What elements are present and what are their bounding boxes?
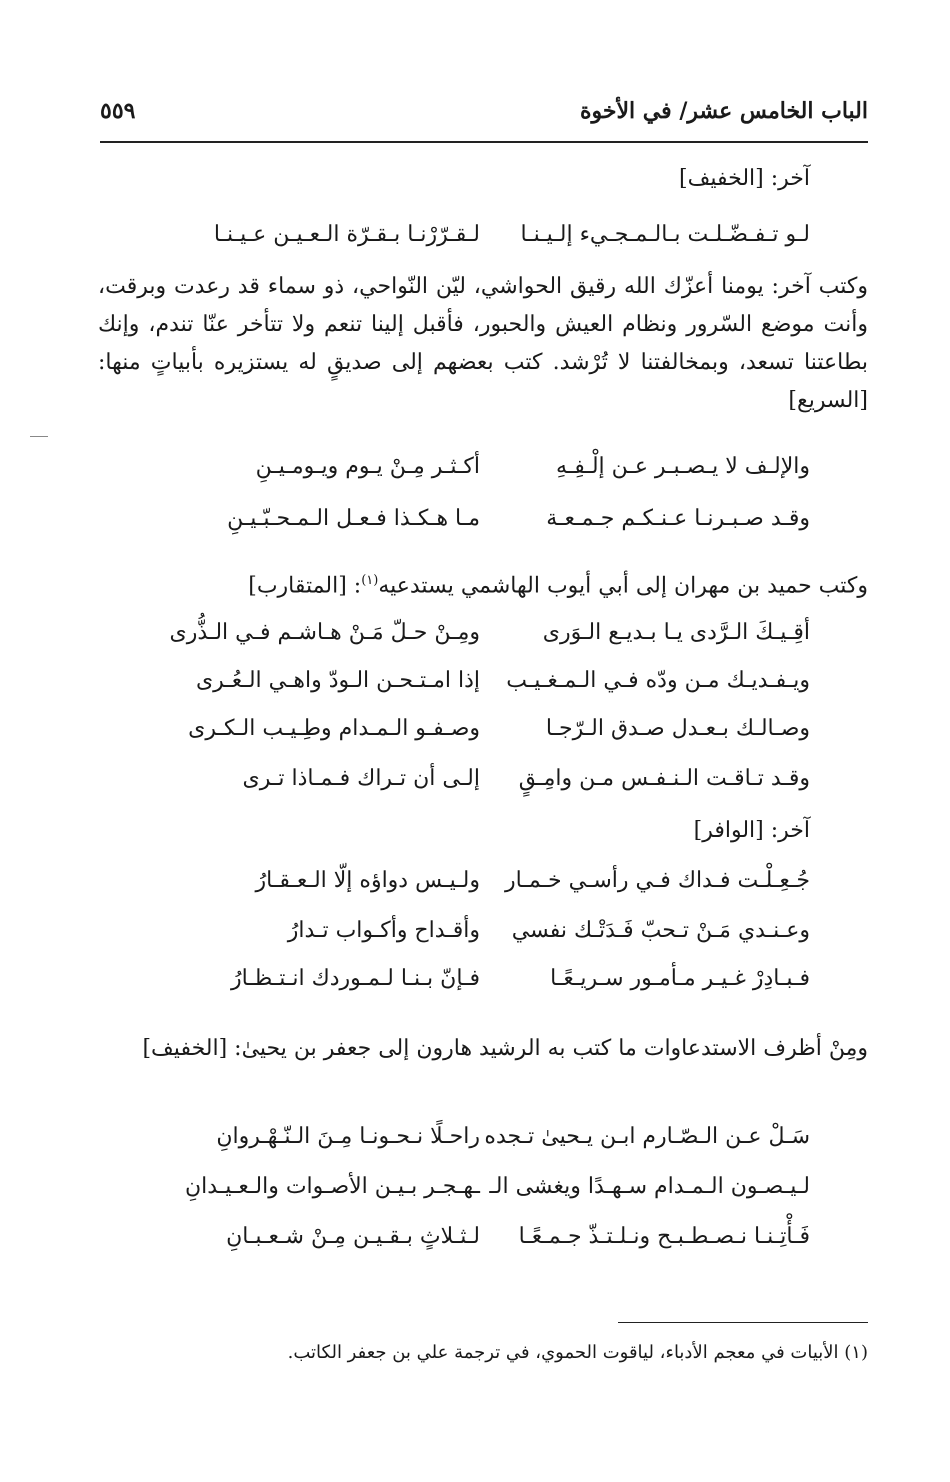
verse-second-hemistich: راحـلًا نـحـونـا مِـنَ الـنّـهْـروانِ	[216, 1124, 480, 1149]
verse-line	[150, 868, 810, 908]
verse-line	[150, 1124, 810, 1164]
verse-line	[150, 222, 810, 262]
prose-paragraph	[98, 562, 868, 605]
running-title: الباب الخامس عشر/ في الأخوة	[580, 98, 868, 124]
verse-first-hemistich: فَـأْتِـنـا نـصـطـبـح ونـلـتـذّ جـمـعًـا	[518, 1224, 810, 1249]
meter-label: : [المتقارب]	[248, 573, 362, 599]
meter-label: آخر: [الوافر]	[693, 818, 810, 843]
verse-second-hemistich: أكـثـر مِـنْ يـوم ويـومـيـنِ	[255, 454, 480, 479]
footnote: (١) الأبيات في معجم الأدباء، لياقوت الحموي، في ترجمة علي بن جعفر الكاتب.	[287, 1342, 868, 1363]
verse-second-hemistich: إذا امـتـحـن الـودّ واهـي الـعُـرى	[195, 668, 480, 693]
prose-paragraph: ومِنْ أظرف الاستدعاوات ما كتب به الرشيد هارون إلى جعفر بن يحيىٰ: [الخفيف]	[142, 1036, 868, 1061]
prose-paragraph: وكتب آخر: يومنا أعزّك الله رقيق الحواشي، ليّن النّواحي، ذو سماء قد رعدت وبرقت، وأنت موضع السّرور ونظام العيش والحبور، فأقبل إلينا تنعم ولا تتأخر عنّا تندم، وإنك بطاعتنا تسعد، وبمخالفتنا لا تُرْشد. كتب بعضهم إلى صديقٍ له يستزيره بأبياتٍ منها: [السريع]	[98, 274, 868, 413]
verse-second-hemistich: ولـيـس دواؤه إلّا الـعـقـارُ	[255, 868, 480, 893]
verse-first-hemistich: وقـد تـاقـت الـنـفـس مـن وامِـقٍ	[518, 766, 810, 791]
page-number: ٥٥٩	[100, 98, 136, 124]
verse-second-hemistich: إلـى أن تـراك فـمـاذا تـرى	[242, 766, 480, 791]
margin-mark	[30, 436, 48, 437]
verse-first-hemistich: أقِـيـكَ الـرَّدى يـا بـديـع الـوَرى	[542, 620, 810, 645]
verse-second-hemistich: لـقـرّرْنـا بـقـرّة الـعـيـن عـيـنـا	[213, 222, 480, 247]
verse-line	[150, 966, 810, 1006]
footnote-rule	[618, 1322, 868, 1323]
verse-first-hemistich: لـيـصـون الـمـدام سـهـدًا ويغشى الـ	[489, 1174, 810, 1199]
verse-first-hemistich: وقـد صـبـرنـا عـنـكـم جـمـعـة	[546, 506, 810, 531]
meter-label: آخر: [الخفيف]	[679, 166, 810, 191]
verse-second-hemistich: فـإنّ بـنـا لـمـوردك انـتـظـارُ	[231, 966, 480, 991]
verse-second-hemistich: ـهـجـر بـيـن الأصـوات والـعـيـدانِ	[184, 1174, 480, 1199]
verse-first-hemistich: جُـعِـلْـت فـداك فـي رأسـي خـمـار	[505, 868, 810, 893]
header-rule	[100, 141, 868, 143]
verse-second-hemistich: لـثـلاثٍ بـقـيـن مِـنْ شـعـبـانِ	[226, 1224, 480, 1249]
footnote-ref: (١)	[361, 573, 379, 588]
verse-first-hemistich: سَـلْ عـن الـصّـارم ابـن يـحيىٰ تـجده	[484, 1124, 810, 1149]
verse-line	[150, 668, 810, 708]
verse-first-hemistich: فـبـادِرْ غـيـر مـأمـور سـريـعًـا	[550, 966, 810, 991]
paragraph-text: وكتب حميد بن مهران إلى أبي أيوب الهاشمي يستدعيه	[378, 573, 868, 599]
verse-second-hemistich: ومِـنْ حـلّ مَـنْ هـاشـم فـي الـذُّرى	[169, 620, 480, 645]
verse-first-hemistich: والإلـف لا يـصـبـر عـن إلْـفِـهِ	[556, 454, 810, 479]
verse-line	[150, 454, 810, 494]
verse-first-hemistich: ويـفـديـك مـن ودّه فـي الـمـغـيـب	[506, 668, 810, 693]
verse-second-hemistich: وأقـداح وأكـواب تـدارُ	[287, 918, 480, 943]
verse-first-hemistich: وصـالـك بـعـدل صـدق الـرّجـا	[545, 716, 810, 741]
verse-first-hemistich: لـو تـفـضّـلـت بـالـمـجـيء إلـيـنـا	[520, 222, 810, 247]
page-header	[100, 92, 868, 136]
verse-line	[150, 1174, 810, 1214]
verse-second-hemistich: وصـفـو الـمـدام وطِـيـب الـكـرى	[188, 716, 480, 741]
verse-line	[150, 620, 810, 660]
verse-line	[150, 1224, 810, 1264]
verse-line	[150, 918, 810, 958]
verse-line	[150, 716, 810, 756]
verse-line	[150, 766, 810, 806]
verse-first-hemistich: وعـنـدي مَـنْ تـحبّ فَـدَتْـك نفسي	[511, 918, 810, 943]
verse-second-hemistich: مـا هـكـذا فـعـل الـمـحـبّـيـنِ	[227, 506, 480, 531]
verse-line	[150, 506, 810, 546]
